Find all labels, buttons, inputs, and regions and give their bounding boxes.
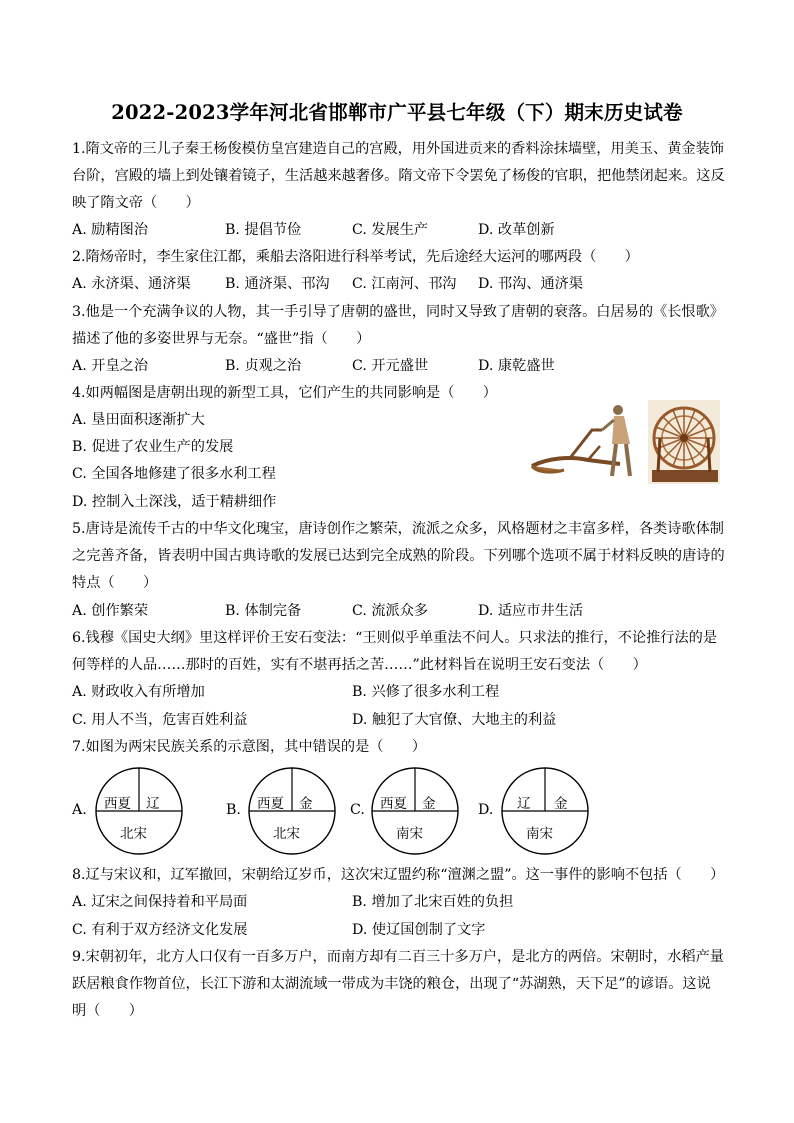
q7-d-right-label: 金 <box>554 796 568 812</box>
q7-b-bottom-label: 北宋 <box>273 826 300 842</box>
curved-plow-farmer-icon <box>530 400 720 484</box>
q1-option-c: C. 发展生产 <box>352 222 429 238</box>
q6-option-c: C. 用人不当，危害百姓利益 <box>72 712 248 728</box>
q7-b-left-label: 西夏 <box>257 796 284 812</box>
q7-diagram-a-letter: A. <box>72 802 87 818</box>
q2-option-d: D. 邗沟、通济渠 <box>478 276 584 292</box>
q4-option-b: B. 促进了农业生产的发展 <box>72 439 234 455</box>
q1-stem-line-2: 台阶，宫殿的墙上到处镶着镜子，生活越来越奢侈。隋文帝下令罢免了杨俊的官职，把他禁闭起来。这反 <box>72 168 725 184</box>
q3-option-b: B. 贞观之治 <box>225 358 302 374</box>
q4-option-c: C. 全国各地修建了很多水利工程 <box>72 466 276 482</box>
q1-option-a: A. 励精图治 <box>72 222 149 238</box>
q7-diagram-c-letter: C. <box>350 802 365 818</box>
q5-option-d: D. 适应市井生活 <box>478 603 584 619</box>
q1-option-b: B. 提倡节俭 <box>225 222 302 238</box>
q2-option-a: A. 永济渠、通济渠 <box>72 276 191 292</box>
q2-option-b: B. 通济渠、邗沟 <box>225 276 330 292</box>
q8-option-d: D. 使辽国创制了文字 <box>352 922 486 938</box>
q5-option-b: B. 体制完备 <box>225 603 302 619</box>
q6-option-d: D. 触犯了大官僚、大地主的利益 <box>352 712 557 728</box>
q7-stem-line-1: 7.如图为两宋民族关系的示意图，其中错误的是（ ） <box>72 739 427 755</box>
q7-d-bottom-label: 南宋 <box>526 826 553 842</box>
q7-diagram-a <box>94 766 184 856</box>
q4-option-d: D. 控制入土深浅，适于精耕细作 <box>72 494 277 510</box>
q9-stem-line-3: 明（ ） <box>72 1003 143 1019</box>
q7-diagram-c <box>370 766 460 856</box>
q9-stem-line-1: 9.宋朝初年，北方人口仅有一百多万户，而南方却有二百三十多万户，是北方的两倍。宋朝时，水稻产量 <box>72 949 724 965</box>
q3-option-c: C. 开元盛世 <box>352 358 429 374</box>
q6-stem-line-1: 6.钱穆《国史大纲》里这样评价王安石变法：“王则似乎单重法不问人。只求法的推行，不论推行法的是 <box>72 630 718 646</box>
q7-a-bottom-label: 北宋 <box>120 826 147 842</box>
q7-b-right-label: 金 <box>299 796 313 812</box>
q9-stem-line-2: 跃居粮食作物首位，长江下游和太湖流域一带成为丰饶的粮仓，出现了“苏湖熟，天下足”的谚语。这说 <box>72 976 711 992</box>
q7-c-bottom-label: 南宋 <box>396 826 423 842</box>
q5-stem-line-3: 特点（ ） <box>72 575 158 591</box>
q1-stem-line-3: 映了隋文帝（ ） <box>72 195 200 211</box>
q7-diagram-b <box>247 766 337 856</box>
q3-stem-line-2: 描述了他的多姿世界与无奈。“盛世”指（ ） <box>72 331 371 347</box>
q1-stem-line-1: 1.隋文帝的三儿子秦王杨俊模仿皇宫建造自己的宫殿，用外国进贡来的香料涂抹墙壁，用美玉、黄金装饰 <box>72 141 724 157</box>
q7-c-left-label: 西夏 <box>380 796 407 812</box>
q4-illustration <box>530 400 720 484</box>
q7-diagram-b-letter: B. <box>226 802 241 818</box>
q5-stem-line-1: 5.唐诗是流传千古的中华文化瑰宝，唐诗创作之繁荣，流派之众多，风格题材之丰富多样，各类诗歌体制 <box>72 521 724 537</box>
q6-option-a: A. 财政收入有所增加 <box>72 684 205 700</box>
q3-option-d: D. 康乾盛世 <box>478 358 555 374</box>
exam-title: 2022-2023学年河北省邯郸市广平县七年级（下）期末历史试卷 <box>111 101 683 124</box>
q7-a-left-label: 西夏 <box>104 796 131 812</box>
q8-stem-line-1: 8.辽与宋议和，辽军撤回，宋朝给辽岁币，这次宋辽盟约称“澶渊之盟”。这一事件的影响不包括（ ） <box>72 867 725 883</box>
q3-option-a: A. 开皇之治 <box>72 358 149 374</box>
divided-circle-icon <box>500 766 590 856</box>
q2-stem-line-1: 2.隋炀帝时，李生家住江都，乘船去洛阳进行科举考试，先后途经大运河的哪两段（ ） <box>72 249 639 265</box>
q7-c-right-label: 金 <box>422 796 436 812</box>
q2-option-c: C. 江南河、邗沟 <box>352 276 457 292</box>
q7-diagram-d-letter: D. <box>478 802 494 818</box>
q4-option-a: A. 垦田面积逐渐扩大 <box>72 412 205 428</box>
q7-a-right-label: 辽 <box>146 796 160 812</box>
q8-option-a: A. 辽宋之间保持着和平局面 <box>72 894 248 910</box>
q4-stem-line-1: 4.如两幅图是唐朝出现的新型工具，它们产生的共同影响是（ ） <box>72 385 497 401</box>
q5-option-a: A. 创作繁荣 <box>72 603 149 619</box>
q7-diagram-d <box>500 766 590 856</box>
q8-option-c: C. 有利于双方经济文化发展 <box>72 922 248 938</box>
q6-option-b: B. 兴修了很多水利工程 <box>352 684 500 700</box>
q3-stem-line-1: 3.他是一个充满争议的人物，其一手引导了唐朝的盛世，同时又导致了唐朝的衰落。白居易的《长恨歌》 <box>72 304 724 320</box>
q5-option-c: C. 流派众多 <box>352 603 429 619</box>
q8-option-b: B. 增加了北宋百姓的负担 <box>352 894 514 910</box>
q7-d-left-label: 辽 <box>517 796 531 812</box>
q1-option-d: D. 改革创新 <box>478 222 555 238</box>
q5-stem-line-2: 之完善齐备，皆表明中国古典诗歌的发展已达到完全成熟的阶段。下列哪个选项不属于材料反映的唐诗的 <box>72 548 725 564</box>
q6-stem-line-2: 何等样的人品……那时的百姓，实有不堪再括之苦……”此材料旨在说明王安石变法（ ） <box>72 657 647 673</box>
